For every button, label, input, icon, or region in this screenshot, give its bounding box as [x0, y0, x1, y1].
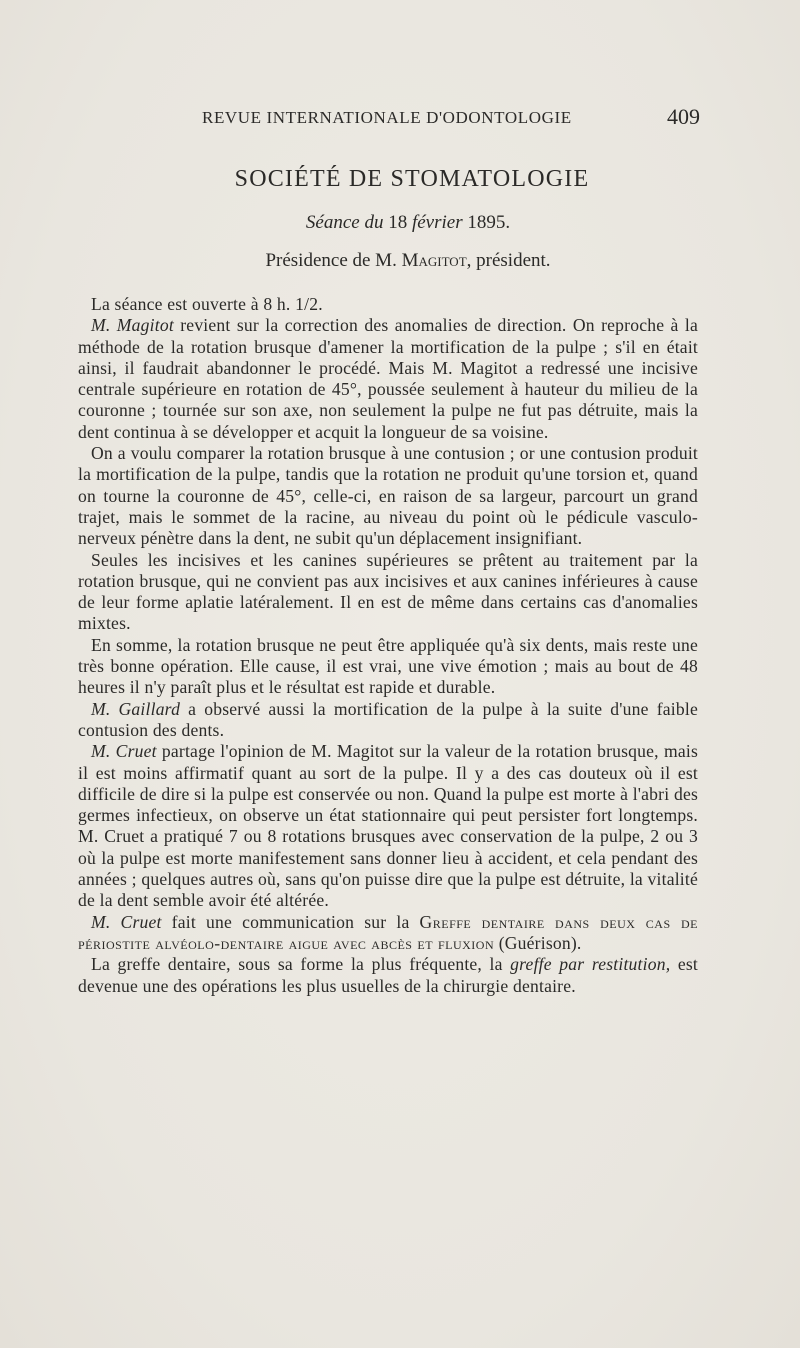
paragraph-contusion: On a voulu comparer la rotation brusque à une contusion ; or une contusion produit la mortification de la pulpe, tandis que la rotation ne produit qu'une torsion et, quand on tourne la couronne de 45°, celle-ci, en raison de sa largeur, parcourt un grand trajet, mais le sommet de la racine, au niveau du point où le pédicule vasculo-nerveux pénètre dans la dent, ne subit qu'un déplacement insignifiant.	[78, 443, 698, 549]
session-date	[0, 212, 800, 234]
emphasis-term: greffe par restitution,	[510, 954, 671, 975]
minutes-body	[78, 294, 698, 997]
presidency-suffix: , président.	[466, 250, 551, 271]
paragraph-text: a observé aussi la mortification de la pulpe à la suite d'une faible contusion des dents.	[78, 698, 698, 740]
paragraph-communication	[78, 912, 698, 955]
session-year: 1895.	[467, 212, 511, 233]
speaker-name: M. Cruet	[91, 741, 157, 762]
paragraph-summary: En somme, la rotation brusque ne peut être appliquée qu'à six dents, mais reste une très bonne opération. Elle cause, il est vrai, une vive émotion ; mais au bout de 48 heures il n'y paraît plus et le résultat est rapide et durable.	[78, 634, 698, 698]
paragraph-text: est devenue une des opérations les plus usuelles de la chirurgie dentaire.	[78, 954, 698, 996]
section-title: SOCIÉTÉ DE STOMATOLOGIE	[234, 166, 590, 192]
paragraph-text: revient sur la correction des anomalies de direction. On reproche à la méthode de la rotation brusque d'amener la mortification de la pulpe ; s'il en était ainsi, il faudrait abandonner le procédé. Mais M. Magitot a redressé une incisive centrale supérieure en rotation de 45°, poussée seulement à hauteur du milieu de la couronne ; tournée sur son axe, non seulement la pulpe ne fut pas détruite, mais la dent continua à se développer et acquit la longueur de sa voisine.	[78, 315, 698, 442]
paragraph-opening: La séance est ouverte à 8 h. 1/2.	[91, 294, 323, 314]
paragraph-greffe	[78, 954, 698, 997]
paragraph-text: (Guérison).	[494, 932, 582, 953]
paragraph-gaillard	[78, 699, 698, 742]
paragraph-text: partage l'opinion de M. Magitot sur la valeur de la rotation brusque, mais il est moins affirmatif quant au sort de la pulpe. Il y a des cas douteux où il est difficile de dire si la pulpe est conservée ou non. Quand la pulpe est morte à l'abri des germes infectieux, on observe un état stationnaire qui peut persister fort longtemps. M. Cruet a pratiqué 7 ou 8 rotations brusques avec conservation de la pulpe, 2 ou 3 où la pulpe est morte manifestement sans donner lieu à accident, et cela pendant des années ; quelques autres où, sans qu'on puisse dire que la pulpe est détruite, la vitalité de la dent semble avoir été altérée.	[78, 741, 698, 911]
communication-title: Greffe dentaire dans deux cas de périostite alvéolo-dentaire aigue avec abcès et fluxion	[78, 911, 698, 953]
speaker-name: M. Gaillard	[91, 698, 181, 719]
session-label: Séance du	[305, 212, 384, 233]
paragraph-magitot	[78, 315, 698, 443]
presidency-prefix: Présidence de M.	[265, 250, 397, 271]
speaker-name: M. Magitot	[91, 315, 174, 336]
paragraph-incisives: Seules les incisives et les canines supérieures se prêtent au traitement par la rotation brusque, qui ne convient pas aux incisives et aux canines inférieures à cause de leur forme aplatie latéralement. Il en est de même dans certains cas d'anomalies mixtes.	[78, 549, 698, 634]
speaker-name: M. Cruet	[91, 911, 162, 932]
session-day: 18	[388, 212, 408, 233]
president-name: Magitot	[401, 250, 467, 271]
paragraph-cruet	[78, 741, 698, 911]
running-title: REVUE INTERNATIONALE D'ODONTOLOGIE	[202, 108, 572, 127]
running-head	[200, 104, 700, 134]
session-month: février	[411, 212, 463, 233]
presidency-line	[0, 250, 800, 272]
paragraph-text: La greffe dentaire, sous sa forme la plus fréquente, la	[91, 954, 511, 975]
page-number: 409	[667, 104, 700, 129]
paragraph-text: fait une communication sur la	[161, 911, 420, 932]
